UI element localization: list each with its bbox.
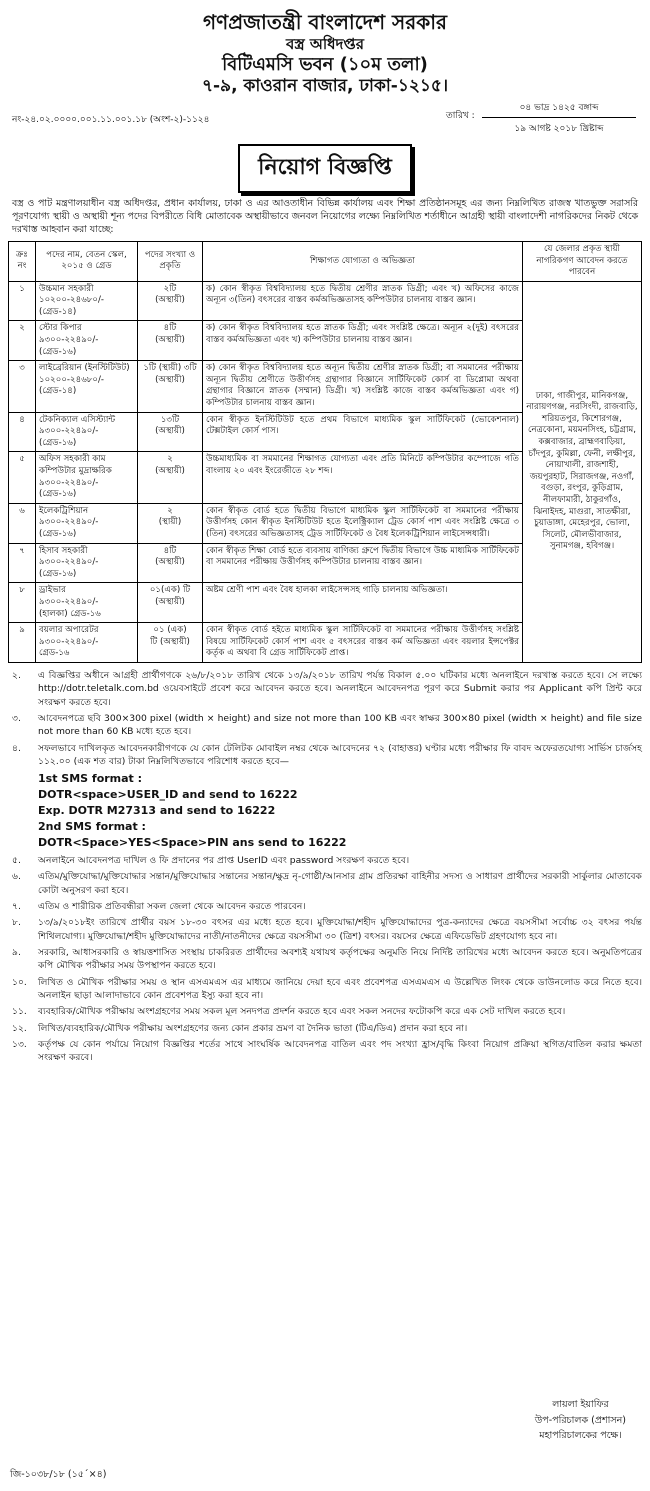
note-text: সফলভাবে দাখিলকৃত আবেদনকারীগণকে যে কোন টেলিটক মোবাইল নম্বর থেকে আবেদনের ৭২ (বাহাত্তর) ঘণ্টার মধ্যে পরীক্ষার ফি বাবদ অফেরতযোগ্য সার্ভিস চার্জসহ ১১২.০০ (এক শত বার) টাকা নিম্নলিখিতভাবে পরিশোধ করতে হবে— [38,742,642,767]
header [8,10,642,98]
post-name: অফিস সহকারী কাম কম্পিউটার মুদ্রাক্ষরিক [39,454,112,476]
note-number: ৬. [12,871,21,883]
post-count: ৪টি [163,323,177,334]
department-name: বস্ত্র অধিদপ্তর [285,35,365,53]
sms-line: DOTR<space>USER_ID and send to 16222 [38,788,298,802]
note-text: লিখিত ও মৌখিক পরীক্ষার সময় ও স্থান এসএমএস এর মাধ্যমে জানিয়ে দেয়া হবে এবং প্রবেশপত্র এসএমএস এ উল্লেখিত লিংক থেকে ডাউনলোড করে নিতে হবে। অনলাইন ছাড়া আলাদাভাবে কোন প্রবেশপত্র ইস্যু করা হবে না। [38,976,642,1002]
note-text: ব্যবহারিক/মৌখিক পরীক্ষায় অংশগ্রহণের সময় সকল মূল সনদপত্র প্রদর্শন করতে হবে এবং সকল সনদের ফটোকপি করে এক সেট দাখিল করতে হবে। [38,1006,566,1018]
note-text: এতিম/মুক্তিযোদ্ধা/মুক্তিযোদ্ধার সন্তান/মুক্তিযোদ্ধার সন্তানের সন্তান/ক্ষুদ্র নৃ-গোষ্ঠী/আনসার গ্রাম প্রতিরক্ষা বাহিনীর সদস্য ও সাধারণ প্রার্থীদের সরকারী সার্কুলার মোতাবেক কোটা অনুসরণ করা হবে। [38,871,642,896]
header-qual: শিক্ষাগত যোগ্যতা ও অভিজ্ঞতা [203,241,523,281]
header-no: ক্রঃ নং [9,241,36,281]
post-count: ২টি [163,283,177,294]
post-nature: (অস্থায়ী) [155,596,185,607]
qualification: ক) কোন স্বীকৃত বিশ্ববিদ্যালয় হতে দ্বিতীয় শ্রেণীর স্নাতক ডিগ্রী; এবং খ) অফিসের কাজে অন্যূন ৩(তিন) বৎসরের বাস্তব কর্মঅভিজ্ঞতাসহ কম্পিউটার চালনায় বাস্তব জ্ঞান। [203,281,523,321]
date-bangla: ০৪ ভাদ্র ১৪২৫ বঙ্গাব্দ [482,98,636,118]
signature-block [535,1397,626,1443]
post-count: ৪টি [163,545,177,556]
row-no: ১ [9,281,36,321]
qualification: অষ্টম শ্রেণী পাশ এবং বৈধ হালকা লাইসেন্সসহ গাড়ি চালনায় অভিজ্ঞতা। [203,583,523,623]
note-item [8,976,642,1003]
table-header-row [9,241,642,281]
note-text: অনলাইনে আবেদনপত্র দাখিল ও ফি প্রদানের পর প্রাপ্ত UserID এবং password সংরক্ষণ করতে হবে। [38,855,410,866]
pay-scale: ৯৩০০-২২৪৯০/- [39,636,99,647]
qualification: উচ্চমাধ্যমিক বা সমমানের শিক্ষাগত যোগ্যতা এবং প্রতি মিনিটে কম্পিউটার কম্পোজে গতি বাংলায় ২০ এবং ইংরেজীতে ২৮ শব্দ। [203,452,523,503]
note-item [8,1038,642,1065]
signatory-designation: উপ-পরিচালক (প্রশাসন) [534,1414,626,1426]
note-item [8,669,642,709]
footer-code: জি-১০৩৮/১৮ (১৫´×৪) [10,1469,107,1480]
post-name: লাইব্রেরিয়ান (ইনস্টিটিউট) [39,363,130,374]
memo-row [8,98,642,138]
qualification: ক) কোন স্বীকৃত বিশ্ববিদ্যালয় হতে অন্যূন দ্বিতীয় শ্রেণীর স্নাতক ডিগ্রী; বা সমমানের পরীক্ষায় অন্যূন দ্বিতীয় শ্রেণীতে উত্তীর্ণসহ গ্রন্থাগার বিজ্ঞানে সার্টিফিকেট কোর্স বা ডিপ্লোমা অথবা গ্রন্থাগার বিজ্ঞানে স্নাতক (সম্মান) ডিগ্রী। খ) সংশ্লিষ্ট কাজে বাস্তব কর্মঅভিজ্ঞতা এবং গ) কম্পিউটার চালনায় বাস্তব জ্ঞান। [203,361,523,412]
post-count-cell [138,583,203,623]
grade: (হালকা) গ্রেড-১৬ [39,608,101,619]
post-name: ইলেকট্রিশিয়ান [39,505,89,516]
post-name: স্টোর কিপার [39,323,82,334]
post-nature: (অস্থায়ী) [155,466,185,476]
post-count: ০১(এক) টি [149,585,191,596]
post-name-cell [36,361,138,412]
sms-format [38,771,642,851]
date-label: তারিখ : [446,110,475,121]
qualification: কোন স্বীকৃত বোর্ড হতে দ্বিতীয় বিভাগে মাধ্যমিক স্কুল সার্টিফিকেট বা সমমানের পরীক্ষায় উত্তীর্ণসহ কোন স্বীকৃত ইনস্টিটিউট হতে ইলেক্ট্রিক্যাল ট্রেড কোর্স পাশ এবং সংশ্লিষ্ট ক্ষেত্রে ৩ (তিন) বৎসরের অভিজ্ঞতাসহ ট্রেড সার্টিফিকেট ও বৈধ ইলেকট্রিশিয়ান লাইসেন্সধারী। [203,503,523,543]
post-count: ২ [167,454,173,465]
post-nature: (অস্থায়ী) [155,374,185,385]
note-number: ৫. [12,855,21,866]
govt-title: গণপ্রজাতন্ত্রী বাংলাদেশ সরকার [203,10,447,34]
row-no: ৭ [9,543,36,583]
post-name-cell [36,452,138,503]
pay-scale: ৯৩০০-২২৪৯০/- [39,426,99,437]
notes-list [8,669,642,1065]
note-number: ১০. [12,976,27,988]
note-text: এতিম ও শারীরিক প্রতিবন্ধীরা সকল জেলা থেকে আবেদন করতে পারবেন। [38,901,306,913]
post-count-cell [138,503,203,543]
note-number: ২. [12,669,21,681]
qualification: কোন স্বীকৃত বোর্ড হইতে মাধ্যমিক স্কুল সার্টিফিকেট বা সমমানের পরীক্ষায় উত্তীর্ণসহ সংশ্লিষ্ট বিষয়ে সার্টিফিকেট কোর্স পাশ এবং ৫ বৎসরের বাস্তব কর্ম অভিজ্ঞতা এবং বয়লার ইন্সপেক্টর কর্তৃক এ অথবা বি গ্রেড সার্টিফিকেট প্রাপ্ত। [203,623,523,663]
note-item [8,854,642,867]
address: ৭-৯, কাওরান বাজার, ঢাকা-১২১৫। [201,76,449,97]
sms-line: Exp. DOTR M27313 and send to 16222 [38,804,276,818]
header-name: পদের নাম, বেতন স্কেল, ২০১৫ ও গ্রেড [36,241,138,281]
post-name-cell [36,503,138,543]
qualification: ক) কোন স্বীকৃত বিশ্ববিদ্যালয় হতে স্নাতক ডিগ্রী; এবং সংশ্লিষ্ট ক্ষেত্রে। অন্যূন ২(দুই) বৎসরের বাস্তব কর্মঅভিজ্ঞতা এবং খ) কম্পিউটার চালনায় বাস্তব জ্ঞান। [203,321,523,361]
row-no: ২ [9,321,36,361]
signatory-name: লায়লা ইয়াফির [552,1399,609,1411]
note-number: ৩. [12,712,21,724]
row-no: ৮ [9,583,36,623]
table-row [9,281,642,321]
note-item [8,900,642,913]
note-number: ৪. [12,742,21,754]
post-name-cell [36,412,138,452]
pay-scale: ১০২০০-২৪৬৮০/- [39,374,104,385]
post-count: ১টি (স্থায়ী) ৩টি [143,363,197,374]
date-english: ১৯ আগষ্ট ২০১৮ খ্রিষ্টাব্দ [514,123,604,134]
qualification: কোন স্বীকৃত ইনস্টিটিউট হতে প্রথম বিভাগে মাধ্যমিক স্কুল সার্টিফিকেট (ভোকেশনাল) টেক্সটাইল কোর্স পাস। [203,412,523,452]
sms-line: 1st SMS format : [38,772,143,786]
post-count-cell [138,361,203,412]
date-block [446,98,636,139]
notice-title: নিয়োগ বিজ্ঞপ্তি [238,144,412,193]
note-number: ৭. [12,901,21,913]
grade: গ্রেড-১৬ [39,648,70,659]
note-text: ১৩/৯/২০১৮ইং তারিখে প্রার্থীর বয়স ১৮-৩০ বৎসর এর মধ্যে হতে হবে। মুক্তিযোদ্ধা/শহীদ মুক্তিযোদ্ধাদের পুত্র-কন্যাদের ক্ষেত্রে বয়সসীমা সর্বোচ্চ ৩২ বৎসর পর্যন্ত শিথিলযোগ্য। মুক্তিযোদ্ধা/শহীদ মুক্তিযোদ্ধাদের নাতী/নাতনীদের ক্ষেত্রে বয়সসীমা ৩০ (ত্রিশ) বৎসর। বয়সের ক্ষেত্রে এফিডেভিট গ্রহণযোগ্য হবে না। [38,917,642,942]
note-item [8,1022,642,1035]
pay-scale: ৯৩০০-২২৪৯০/- [39,477,99,488]
post-nature: (অস্থায়ী) [155,557,185,568]
row-no: ৬ [9,503,36,543]
pay-scale: ৯৩০০-২২৪৯০/- [39,335,99,346]
signatory-for: মহাপরিচালকের পক্ষে। [539,1429,622,1441]
pay-scale: ৯৩০০-২২৪৯০/- [39,596,99,607]
posts-table [8,241,642,663]
grade: (গ্রেড-১৬) [39,437,77,448]
post-name: ড্রাইভার [39,585,66,596]
grade: (গ্রেড-১৪) [39,306,77,317]
note-text: সরকারি, আধাসরকারি ও স্বায়ত্তশাসিত সংস্থায় চাকরিরত প্রার্থীদের অবশ্যই যথাযথ কর্তৃপক্ষের অনুমতি নিয়ে নির্দিষ্ট তারিখের মধ্যে আবেদন করতে হবে। অনুমতিপত্রের কপি মৌখিক পরীক্ষার সময় উপস্থাপন করতে হবে। [38,947,642,972]
note-item [8,870,642,897]
post-count-cell [138,452,203,503]
note-number: ১২. [12,1022,27,1034]
note-item [8,916,642,943]
post-count: ০১ (এক) [153,625,187,636]
post-name: উচ্চমান সহকারী [39,283,94,294]
post-name: বয়লার অপারেটর [39,625,99,636]
post-count-cell [138,543,203,583]
note-number: ১৩. [12,1039,27,1051]
grade: (গ্রেড-১৪) [39,386,77,397]
post-name: হিসাব সহকারী [39,545,88,556]
building-name: বিটিএমসি ভবন (১০ম তলা) [222,53,428,75]
note-number: ৮. [12,917,21,929]
post-name-cell [36,281,138,321]
row-no: ৪ [9,412,36,452]
note-text: লিখিত/ব্যবহারিক/মৌখিক পরীক্ষায় অংশগ্রহণের জন্য কোন প্রকার ভ্রমণ বা দৈনিক ভাতা (টিএ/ডিএ) প্রদান করা হবে না। [38,1022,468,1034]
post-name-cell [36,321,138,361]
post-count-cell [138,623,203,663]
post-count: ২ [167,505,173,516]
row-no: ৩ [9,361,36,412]
post-nature: টি (অস্থায়ী) [150,636,190,647]
row-no: ৯ [9,623,36,663]
memo-number: নং-২৪.০২.০০০০.০০১.১১.০০১.১৮ (অংশ-২)-১১২৪ [12,114,210,125]
sms-line: DOTR<Space>YES<Space>PIN ans send to 16222 [38,836,347,850]
note-text: আবেদনপত্রে ছবি 300×300 pixel (width × height) and size not more than 100 KB এবং স্বাক্ষর 300×80 pixel (width × height) and file size not more than 60 KB মধ্যে হতে হবে। [38,712,642,738]
post-nature: (অস্থায়ী) [155,295,185,306]
post-nature: (স্থায়ী) [158,517,182,528]
eligible-districts: ঢাকা, গাজীপুর, মানিকগঞ্জ, নারায়ণগঞ্জ, নরসিংদী, রাজবাড়ি, শরিয়তপুর, কিশোরগঞ্জ, নেত্রকোনা, ময়মনসিংহ, চট্টগ্রাম, কক্সবাজার, ব্রাহ্মণবাড়িয়া, চাঁদপুর, কুমিল্লা, ফেনী, লক্ষীপুর, নোয়াখালী, রাজশাহী, জয়পুরহাট, সিরাজগঞ্জ, নওগাঁ, বগুড়া, রংপুর, কুড়িগ্রাম, নীলফামারী, ঠাকুরগাঁও, ঝিনাইদহ, মাগুরা, সাতক্ষীরা, চুয়াডাঙ্গা, মেহেরপুর, ভোলা, সিলেট, মৌলভীবাজার, সুনামগঞ্জ, হবিগঞ্জ। [523,281,642,662]
note-item [8,1005,642,1018]
row-no: ৫ [9,452,36,503]
note-number: ১১. [12,1006,27,1018]
grade: (গ্রেড-১৬) [39,568,77,579]
pay-scale: ১০২০০-২৪৬৮০/- [39,295,104,306]
note-item [8,742,642,769]
post-nature: (অস্থায়ী) [155,426,185,437]
note-item [8,712,642,739]
post-name: টেকনিক্যাল এসিস্ট্যান্ট [39,414,116,425]
note-item [8,946,642,973]
header-dist: যে জেলার প্রকৃত স্থায়ী নাগরিকগণ আবেদন করতে পারবেন [523,241,642,281]
qualification: কোন স্বীকৃত শিক্ষা বোর্ড হতে ব্যবসায় বাণিজ্য গ্রুপে দ্বিতীয় বিভাগে উচ্চ মাধ্যমিক সার্টিফিকেট বা সমমানের পরীক্ষায় উত্তীর্ণসহ কম্পিউটার চালনায় বাস্তব জ্ঞান। [203,543,523,583]
post-name-cell [36,543,138,583]
pay-scale: ৯৩০০-২২৪৯০/- [39,557,99,568]
post-name-cell [36,623,138,663]
note-number: ৯. [12,947,21,959]
post-count-cell [138,321,203,361]
grade: (গ্রেড-১৬) [39,528,77,539]
note-text: এ বিজ্ঞপ্তির অধীনে আগ্রহী প্রার্থীগণকে ২৬/৮/২০১৮ তারিখ থেকে ১৩/৯/২০১৮ তারিখ পর্যন্ত বিকাল ৫.০০ ঘটিকার মধ্যে অনলাইনে দরখাস্ত করতে হবে। সে লক্ষ্যে http://dotr.teletalk.com.bd ওয়েবসাইটে প্রবেশ করে আবেদন করতে হবে। অনলাইনে আবেদনপত্র পূরণ করে Submit করার পর Applicant কপি প্রিন্ট করে সংরক্ষণ করতে হবে। [38,669,642,708]
grade: (গ্রেড-১৬) [39,489,77,500]
pay-scale: ৯৩০০-২২৪৯০/- [39,517,99,528]
intro-paragraph: বস্ত্র ও পাট মন্ত্রণালয়াধীন বস্ত্র অধিদপ্তর, প্রধান কার্যালয়, ঢাকা ও এর আওতাধীন বিভিন্ন কার্যালয় এবং শিক্ষা প্রতিষ্ঠানসমূহ এর জন্য নিম্নলিখিত রাজস্ব খাতভুক্ত সরাসরি পূরণযোগ্য স্থায়ী ও অস্থায়ী শূন্য পদের বিপরীতে বিধি মোতাবেক অস্থায়ীভাবে জনবল নিয়োগের লক্ষ্যে নিম্নলিখিত শর্তাধীনে আগ্রহী স্থায়ী বাংলাদেশী নাগরিকদের নিকট থেকে দরখাস্ত আহবান করা যাচ্ছে: [12,197,638,236]
grade: (গ্রেড-১৬) [39,346,77,357]
note-text: কর্তৃপক্ষ যে কোন পর্যায়ে নিয়োগ বিজ্ঞপ্তির শর্তের সাথে সাংঘর্ষিক আবেদনপত্র বাতিল এবং পদ সংখ্যা হ্রাস/বৃদ্ধি কিংবা নিয়োগ প্রক্রিয়া স্থগিত/বাতিল করার ক্ষমতা সংরক্ষণ করবে। [38,1039,642,1064]
post-name-cell [36,583,138,623]
post-count-cell [138,281,203,321]
header-count: পদের সংখ্যা ও প্রকৃতি [138,241,203,281]
post-count-cell [138,412,203,452]
post-count: ১৩টি [160,414,180,425]
sms-line: 2nd SMS format : [38,820,146,834]
post-nature: (অস্থায়ী) [155,335,185,346]
